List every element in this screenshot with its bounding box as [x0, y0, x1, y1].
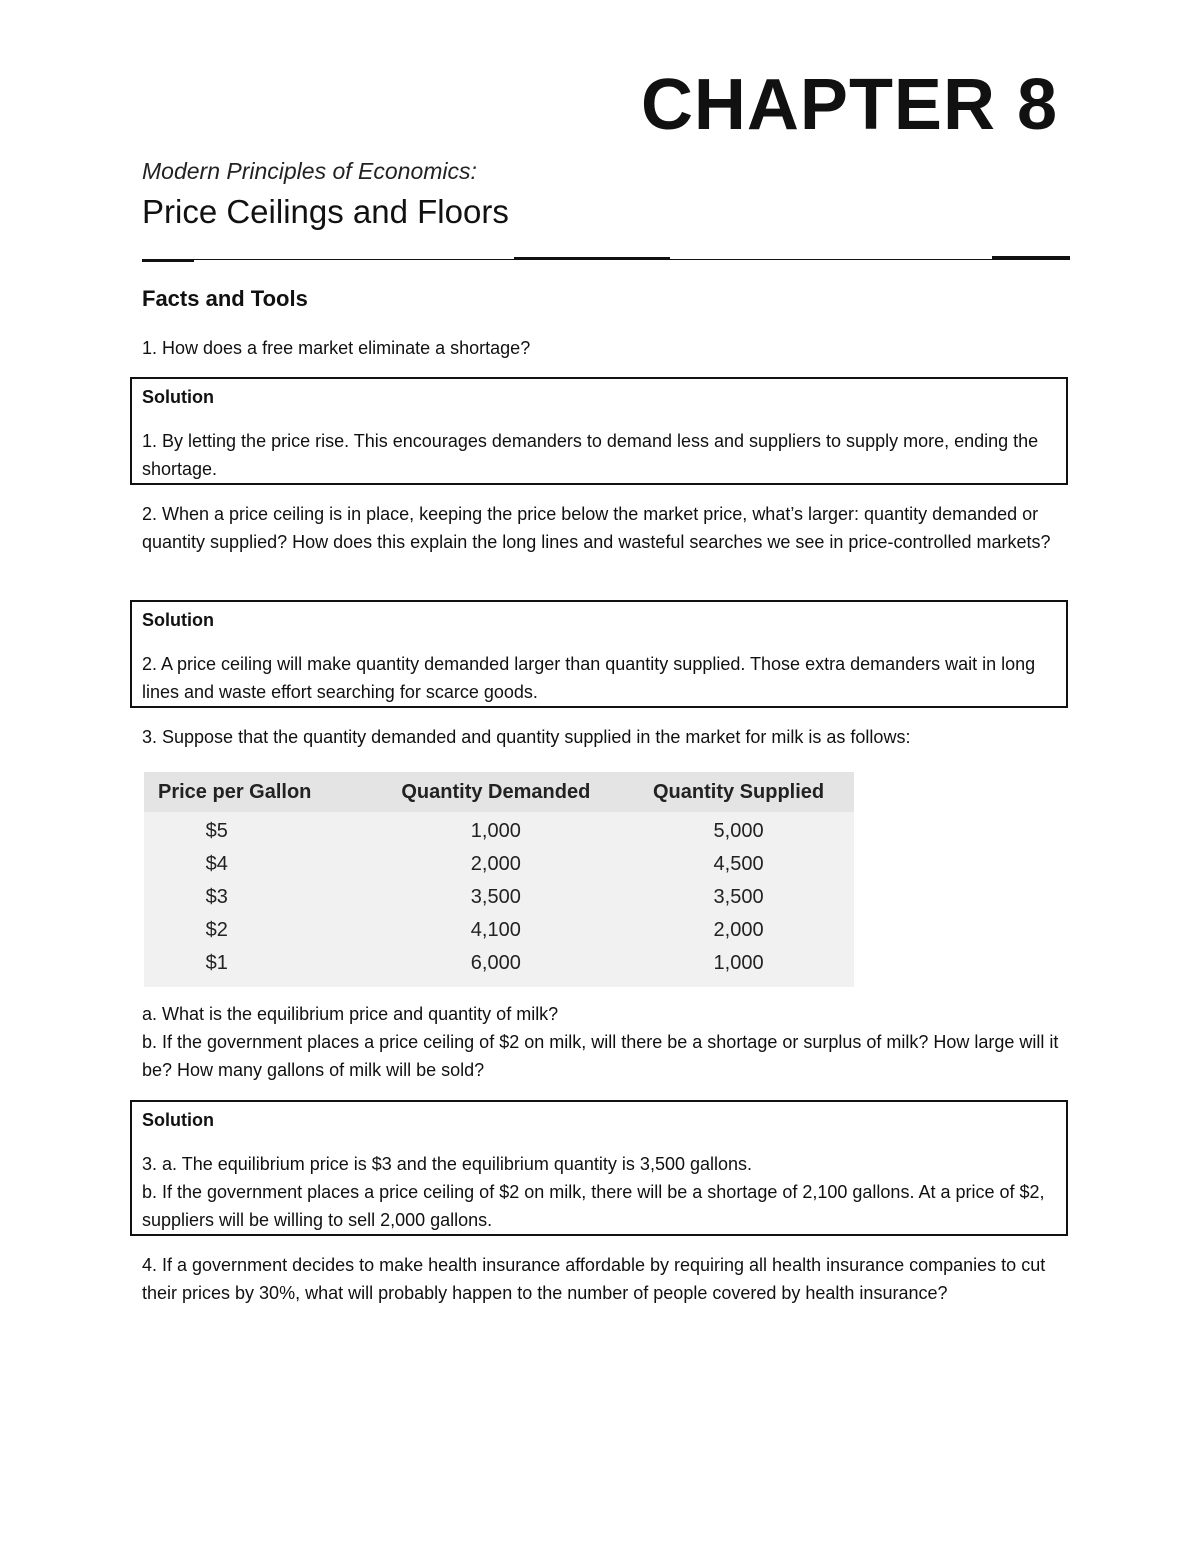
supplied-cell: 1,000	[713, 952, 764, 974]
question-4: 4. If a government decides to make health insurance affordable by requiring all health insurance companies to cut their prices by 30%, what will probably happen to the number of people covered by health insurance?	[142, 1255, 1046, 1303]
solution-box-2	[130, 600, 1068, 708]
demanded-cell: 1,000	[470, 820, 521, 842]
chapter-heading: CHAPTER 8	[640, 65, 1058, 145]
demanded-cell: 3,500	[470, 886, 521, 908]
supplied-cell: 3,500	[713, 886, 764, 908]
question-3: 3. Suppose that the quantity demanded and quantity supplied in the market for milk is as follows:	[142, 727, 911, 747]
book-subtitle: Modern Principles of Economics:	[142, 158, 477, 184]
title-rule-right	[992, 256, 1070, 259]
milk-table	[144, 772, 854, 987]
solution-text: 1. By letting the price rise. This encourages demanders to demand less and suppliers to supply more, ending the shortage.	[142, 431, 1039, 479]
demanded-cell: 4,100	[470, 919, 521, 941]
section-heading: Facts and Tools	[142, 286, 308, 311]
supplied-cell: 5,000	[713, 820, 764, 842]
column-header-demanded: Quantity Demanded	[369, 772, 624, 812]
solution-label: Solution	[142, 610, 214, 630]
solution-text-b: b. If the government places a price ceiling of $2 on milk, there will be a shortage of 2,100 gallons. At a price of $2, suppliers will be willing to sell 2,000 gallons.	[142, 1182, 1045, 1230]
supplied-cell: 4,500	[713, 853, 764, 875]
price-cell: $4	[205, 853, 228, 875]
solution-label: Solution	[142, 1110, 214, 1130]
price-cell: $5	[205, 820, 228, 842]
demanded-cell: 2,000	[470, 853, 521, 875]
price-cell: $2	[205, 919, 228, 941]
table-row	[144, 914, 854, 947]
page-title: Price Ceilings and Floors	[142, 193, 509, 230]
solution-text-a: 3. a. The equilibrium price is $3 and the equilibrium quantity is 3,500 gallons.	[142, 1154, 753, 1174]
question-3a: a. What is the equilibrium price and quantity of milk?	[142, 1004, 559, 1024]
table-row	[144, 848, 854, 881]
solution-box-3	[130, 1100, 1068, 1236]
solution-text: 2. A price ceiling will make quantity demanded larger than quantity supplied. Those extra demanders wait in long lines and waste effort searching for scarce goods.	[142, 654, 1036, 702]
table-row	[144, 947, 854, 987]
table-row	[144, 812, 854, 848]
question-2: 2. When a price ceiling is in place, keeping the price below the market price, what’s larger: quantity demanded or quantity supplied? How does this explain the long lines and wasteful searches we see in price-controlled markets?	[142, 504, 1051, 552]
column-header-price: Price per Gallon	[144, 772, 369, 812]
question-3b: b. If the government places a price ceiling of $2 on milk, will there be a shortage or surplus of milk? How large will it be? How many gallons of milk will be sold?	[142, 1032, 1059, 1080]
demanded-cell: 6,000	[470, 952, 521, 974]
price-cell: $1	[205, 952, 228, 974]
solution-label: Solution	[142, 387, 214, 407]
supplied-cell: 2,000	[713, 919, 764, 941]
table-header-row	[144, 772, 854, 812]
title-rule-left	[142, 259, 194, 262]
table-row	[144, 881, 854, 914]
question-1: 1. How does a free market eliminate a shortage?	[142, 338, 531, 358]
column-header-supplied: Quantity Supplied	[623, 772, 854, 812]
solution-box-1	[130, 377, 1068, 485]
price-cell: $3	[205, 886, 228, 908]
title-rule-mid	[514, 257, 670, 260]
